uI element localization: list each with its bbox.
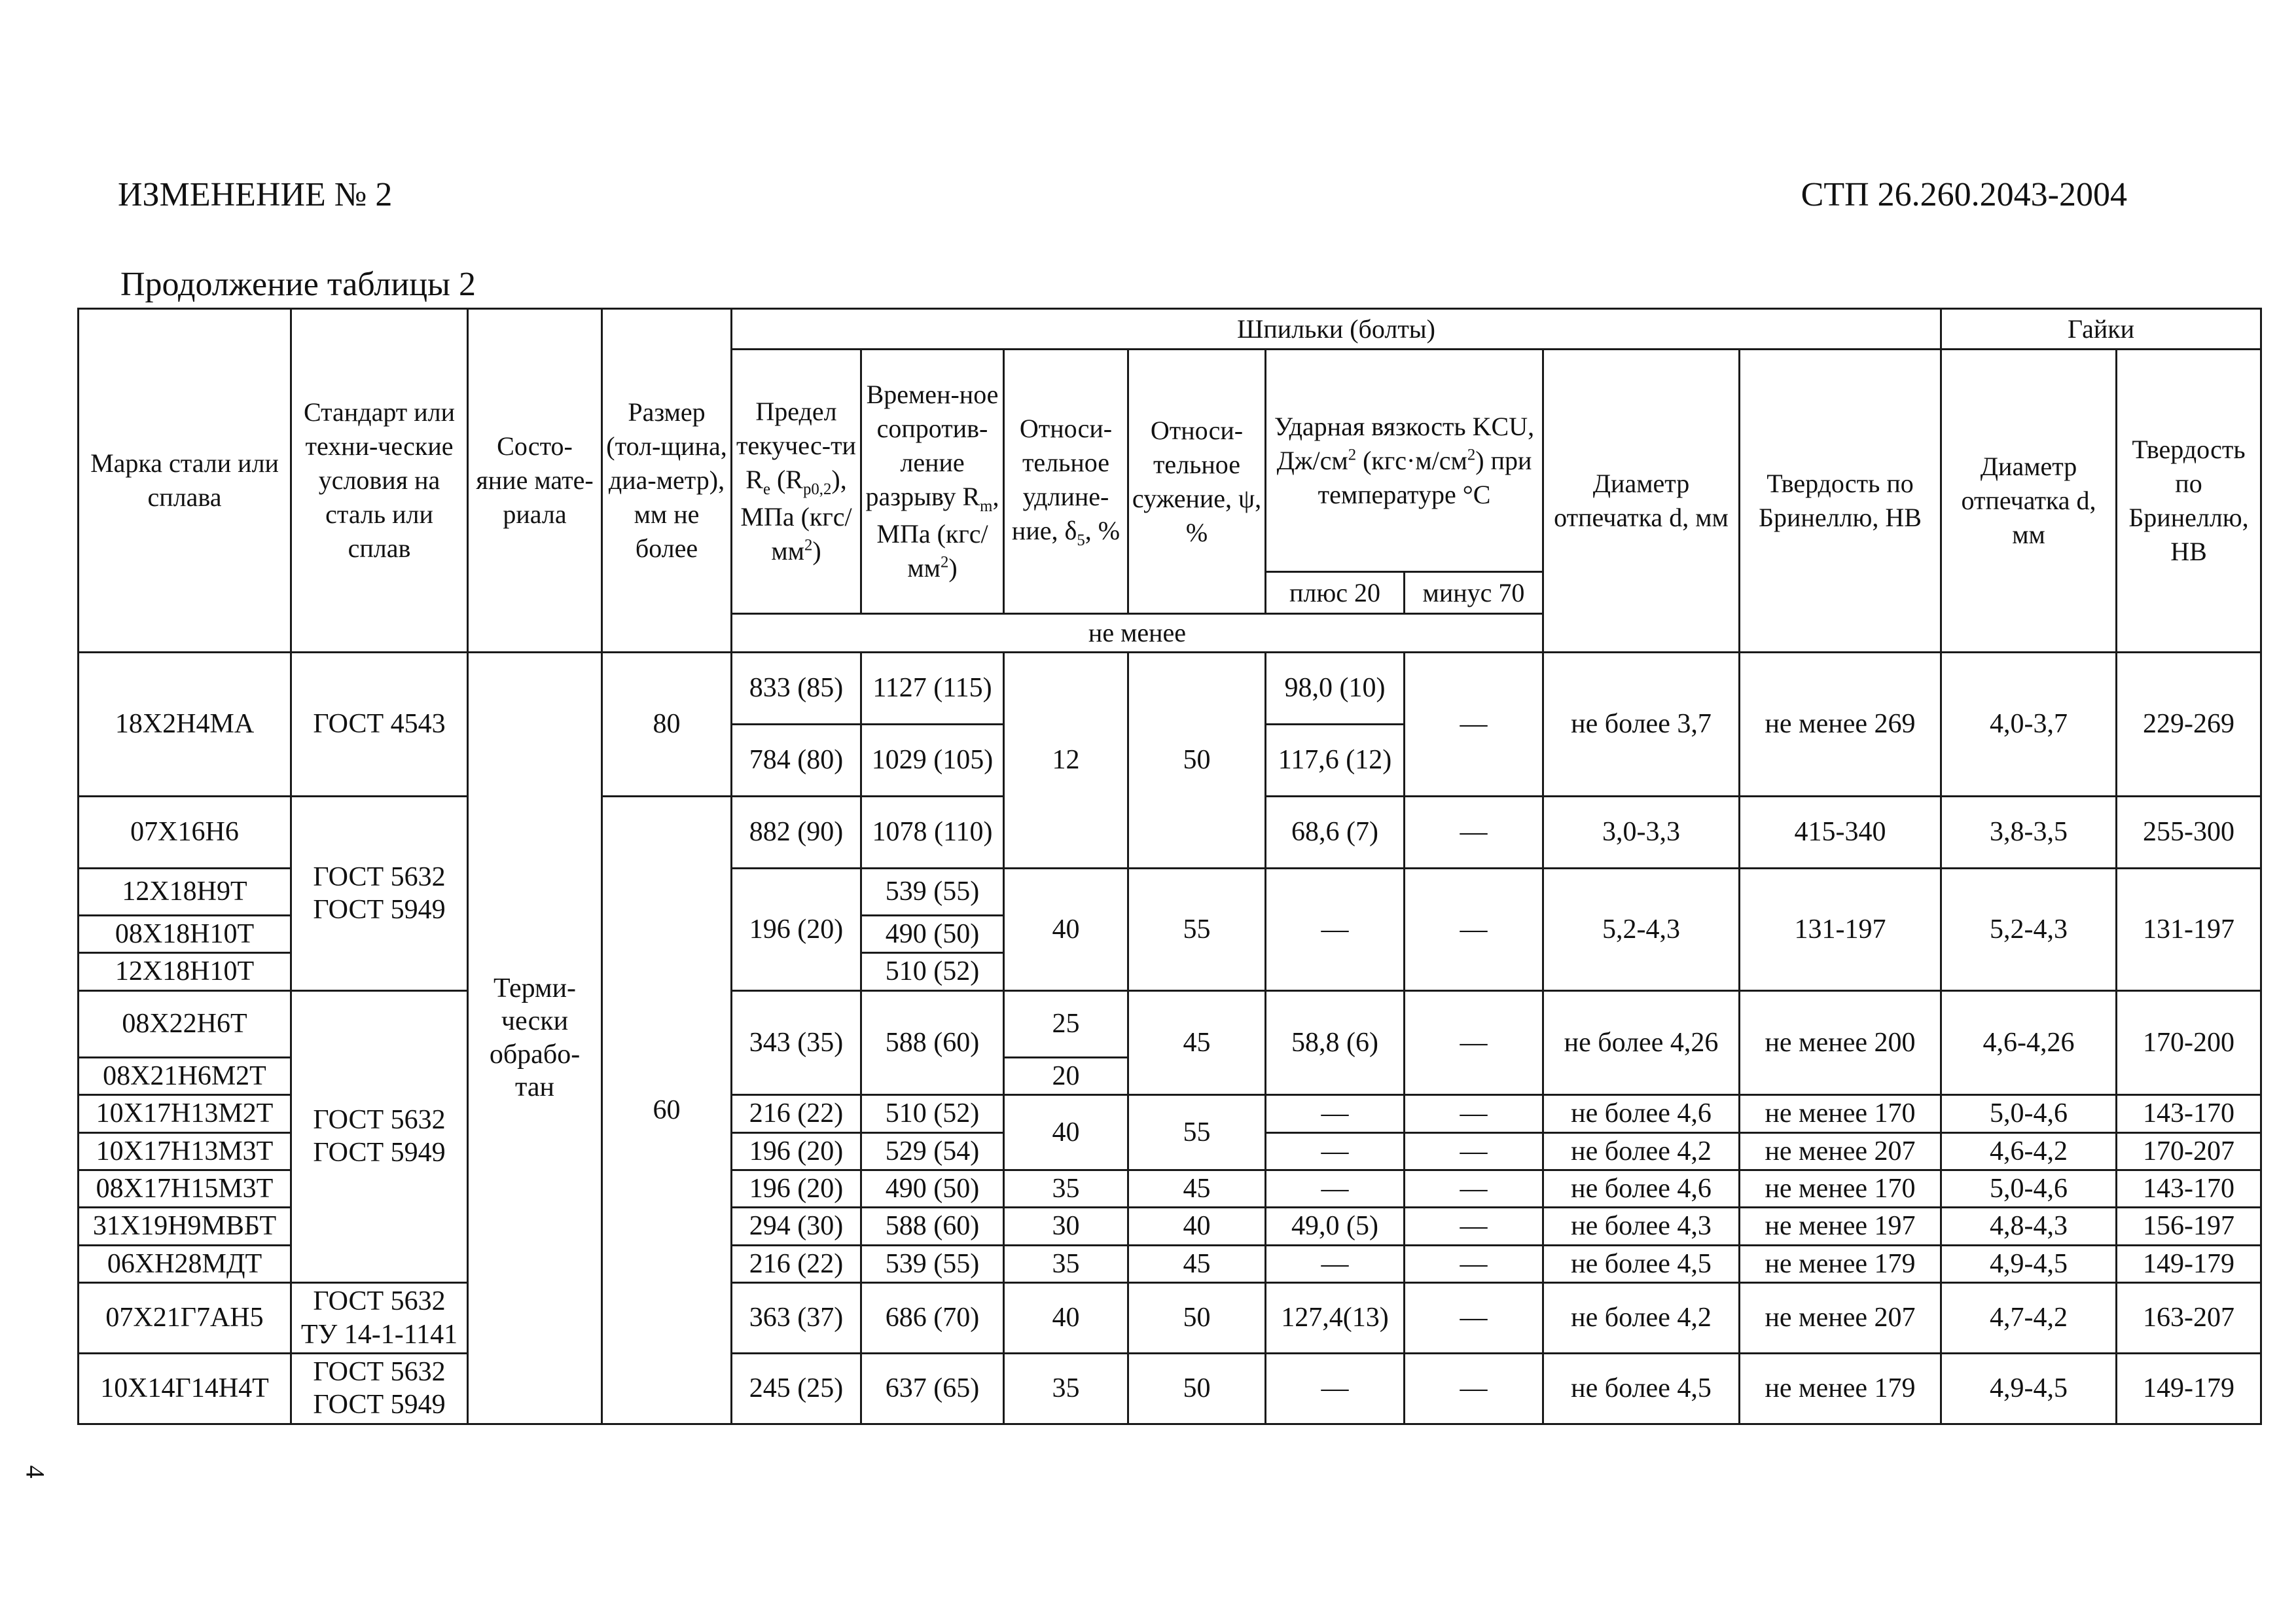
col-standard: Стандарт или техни-ческие условия на сталь или сплав [291,309,468,653]
grade-cell: 18Х2Н4МА [79,653,291,797]
standard-cell: ГОСТ 5632 ГОСТ 5949 [291,990,468,1282]
elongation-cell: 35 [1004,1170,1128,1207]
tensile-cell: 539 (55) [861,1245,1004,1282]
contraction-cell: 55 [1128,869,1266,991]
yield-cell: 216 (22) [732,1095,861,1132]
page-number: 4 [20,1465,50,1479]
elongation-cell: 12 [1004,653,1128,869]
nut-print-diam-cell: 4,0-3,7 [1941,653,2117,797]
nut-brinell-cell: 149-179 [2117,1245,2261,1282]
nut-print-diam-cell: 4,9-4,5 [1941,1245,2117,1282]
standard-cell: ГОСТ 5632 ТУ 14-1-1141 [291,1283,468,1354]
contraction-cell: 55 [1128,1095,1266,1170]
yield-cell: 196 (20) [732,1170,861,1207]
elongation-cell: 20 [1004,1057,1128,1094]
kcu70-cell: — [1405,990,1543,1094]
col-nut-print-diam: Диаметр отпечатка d, мм [1941,350,2117,653]
print-diam-cell: не более 4,2 [1543,1132,1740,1170]
nut-brinell-cell: 149-179 [2117,1353,2261,1424]
tensile-cell: 1127 (115) [861,653,1004,725]
yield-cell: 784 (80) [732,725,861,797]
kcu70-cell: — [1405,1132,1543,1170]
contraction-cell: 50 [1128,653,1266,869]
print-diam-cell: не более 4,3 [1543,1208,1740,1245]
nut-print-diam-cell: 4,8-4,3 [1941,1208,2117,1245]
grade-cell: 10Х17Н13М3Т [79,1132,291,1170]
brinell-cell: не менее 207 [1740,1132,1941,1170]
kcu20-cell: 49,0 (5) [1266,1208,1405,1245]
grade-cell: 08Х22Н6Т [79,990,291,1057]
tensile-cell: 490 (50) [861,1170,1004,1207]
kcu20-cell: — [1266,869,1405,991]
tensile-cell: 588 (60) [861,990,1004,1094]
nut-print-diam-cell: 4,6-4,26 [1941,990,2117,1094]
elongation-cell: 35 [1004,1353,1128,1424]
col-size: Размер (тол-щина, диа-метр), мм не более [602,309,732,653]
nut-print-diam-cell: 5,0-4,6 [1941,1095,2117,1132]
kcu20-cell: 127,4(13) [1266,1283,1405,1354]
tensile-cell: 588 (60) [861,1208,1004,1245]
brinell-cell: 415-340 [1740,797,1941,869]
contraction-cell: 50 [1128,1353,1266,1424]
grade-cell: 08Х21Н6М2Т [79,1057,291,1094]
grade-cell: 10Х17Н13М2Т [79,1095,291,1132]
col-yield: Предел текучес-ти $R_e$ $(R_{p0,2})$, МПа $(кгс/мм^2)$ [732,350,861,614]
nut-print-diam-cell: 4,9-4,5 [1941,1353,2117,1424]
properties-table [77,308,2262,1425]
print-diam-cell: не более 4,5 [1543,1245,1740,1282]
standard-code: СТП 26.260.2043-2004 [1801,176,2127,213]
kcu20-cell: — [1266,1170,1405,1207]
yield-cell: 196 (20) [732,1132,861,1170]
grade-cell: 06ХН28МДТ [79,1245,291,1282]
kcu70-cell: — [1405,797,1543,869]
nut-brinell-cell: 255-300 [2117,797,2261,869]
nut-print-diam-cell: 3,8-3,5 [1941,797,2117,869]
kcu20-cell: 68,6 (7) [1266,797,1405,869]
print-diam-cell: не более 4,5 [1543,1353,1740,1424]
print-diam-cell: не более 4,2 [1543,1283,1740,1354]
col-state: Состо-яние мате-риала [468,309,602,653]
nut-print-diam-cell: 5,2-4,3 [1941,869,2117,991]
nut-print-diam-cell: 4,7-4,2 [1941,1283,2117,1354]
contraction-cell: 45 [1128,1245,1266,1282]
nut-print-diam-cell: 5,0-4,6 [1941,1170,2117,1207]
yield-cell: 245 (25) [732,1353,861,1424]
change-title: ИЗМЕНЕНИЕ № 2 [118,176,393,213]
nut-brinell-cell: 170-200 [2117,990,2261,1094]
brinell-cell: 131-197 [1740,869,1941,991]
print-diam-cell: 5,2-4,3 [1543,869,1740,991]
print-diam-cell: не более 4,6 [1543,1095,1740,1132]
nut-brinell-cell: 156-197 [2117,1208,2261,1245]
col-impact-plus20: плюс 20 [1266,572,1405,614]
elongation-cell: 40 [1004,869,1128,991]
tensile-cell: 637 (65) [861,1353,1004,1424]
print-diam-cell: не более 3,7 [1543,653,1740,797]
elongation-cell: 40 [1004,1283,1128,1354]
col-grade: Марка стали или сплава [79,309,291,653]
tensile-cell: 686 (70) [861,1283,1004,1354]
nut-print-diam-cell: 4,6-4,2 [1941,1132,2117,1170]
grade-cell: 08Х18Н10Т [79,916,291,953]
print-diam-cell: не более 4,6 [1543,1170,1740,1207]
standard-cell: ГОСТ 5632 ГОСТ 5949 [291,797,468,991]
grade-cell: 07Х16Н6 [79,797,291,869]
nut-brinell-cell: 170-207 [2117,1132,2261,1170]
contraction-cell: 50 [1128,1283,1266,1354]
col-elongation: Относи-тельное удлине-ние, $\delta_5$, % [1004,350,1128,614]
print-diam-cell: 3,0-3,3 [1543,797,1740,869]
brinell-cell: не менее 179 [1740,1245,1941,1282]
nut-brinell-cell: 163-207 [2117,1283,2261,1354]
table-caption: Продолжение таблицы 2 [120,266,476,303]
tensile-cell: 510 (52) [861,953,1004,990]
col-nut-brinell: Твердость по Бринеллю, НВ [2117,350,2261,653]
col-tensile: Времен-ное сопротив-ление разрыву $R_m$, МПа $(кгс/мм^2)$ [861,350,1004,614]
col-contraction: Относи-тельное сужение, ψ, % [1128,350,1266,614]
print-diam-cell: не более 4,26 [1543,990,1740,1094]
yield-cell: 363 (37) [732,1283,861,1354]
kcu70-cell: — [1405,653,1543,797]
brinell-cell: не менее 179 [1740,1353,1941,1424]
kcu70-cell: — [1405,1208,1543,1245]
tensile-cell: 1029 (105) [861,725,1004,797]
brinell-cell: не менее 200 [1740,990,1941,1094]
kcu20-cell: — [1266,1353,1405,1424]
kcu20-cell: 58,8 (6) [1266,990,1405,1094]
standard-cell: ГОСТ 4543 [291,653,468,797]
elongation-cell: 25 [1004,990,1128,1057]
tensile-cell: 539 (55) [861,869,1004,916]
col-print-diam: Диаметр отпечатка d, мм [1543,350,1740,653]
brinell-cell: не менее 207 [1740,1283,1941,1354]
tensile-cell: 529 (54) [861,1132,1004,1170]
elongation-cell: 30 [1004,1208,1128,1245]
kcu70-cell: — [1405,1353,1543,1424]
kcu70-cell: — [1405,1095,1543,1132]
elongation-cell: 35 [1004,1245,1128,1282]
tensile-cell: 490 (50) [861,916,1004,953]
kcu70-cell: — [1405,1283,1543,1354]
yield-cell: 196 (20) [732,869,861,991]
grade-cell: 31Х19Н9МВБТ [79,1208,291,1245]
col-impact: Ударная вязкость KCU, $Дж/см^2$ $(кгс\cdot м/см^2)$ при температуре °С [1266,350,1543,572]
kcu70-cell: — [1405,1245,1543,1282]
group-nuts: Гайки [1941,309,2261,350]
yield-cell: 294 (30) [732,1208,861,1245]
nut-brinell-cell: 131-197 [2117,869,2261,991]
size-cell: 80 [602,653,732,797]
brinell-cell: не менее 170 [1740,1095,1941,1132]
kcu20-cell: 98,0 (10) [1266,653,1405,725]
tensile-cell: 1078 (110) [861,797,1004,869]
col-brinell: Твердость по Бринеллю, НВ [1740,350,1941,653]
kcu70-cell: — [1405,1170,1543,1207]
standard-cell: ГОСТ 5632 ГОСТ 5949 [291,1353,468,1424]
nut-brinell-cell: 229-269 [2117,653,2261,797]
brinell-cell: не менее 269 [1740,653,1941,797]
yield-cell: 343 (35) [732,990,861,1094]
col-impact-minus70: минус 70 [1405,572,1543,614]
grade-cell: 07Х21Г7АН5 [79,1283,291,1354]
kcu20-cell: — [1266,1095,1405,1132]
kcu70-cell: — [1405,869,1543,991]
contraction-cell: 45 [1128,990,1266,1094]
elongation-cell: 40 [1004,1095,1128,1170]
contraction-cell: 45 [1128,1170,1266,1207]
brinell-cell: не менее 197 [1740,1208,1941,1245]
yield-cell: 882 (90) [732,797,861,869]
yield-cell: 216 (22) [732,1245,861,1282]
grade-cell: 08Х17Н15М3Т [79,1170,291,1207]
size-cell: 60 [602,797,732,1424]
not-less-label: не менее [732,614,1543,653]
contraction-cell: 40 [1128,1208,1266,1245]
nut-brinell-cell: 143-170 [2117,1095,2261,1132]
grade-cell: 10Х14Г14Н4Т [79,1353,291,1424]
kcu20-cell: 117,6 (12) [1266,725,1405,797]
kcu20-cell: — [1266,1132,1405,1170]
grade-cell: 12Х18Н9Т [79,869,291,916]
brinell-cell: не менее 170 [1740,1170,1941,1207]
grade-cell: 12Х18Н10Т [79,953,291,990]
nut-brinell-cell: 143-170 [2117,1170,2261,1207]
tensile-cell: 510 (52) [861,1095,1004,1132]
yield-cell: 833 (85) [732,653,861,725]
state-cell: Терми-чески обрабо-тан [468,653,602,1424]
group-bolts: Шпильки (болты) [732,309,1941,350]
kcu20-cell: — [1266,1245,1405,1282]
